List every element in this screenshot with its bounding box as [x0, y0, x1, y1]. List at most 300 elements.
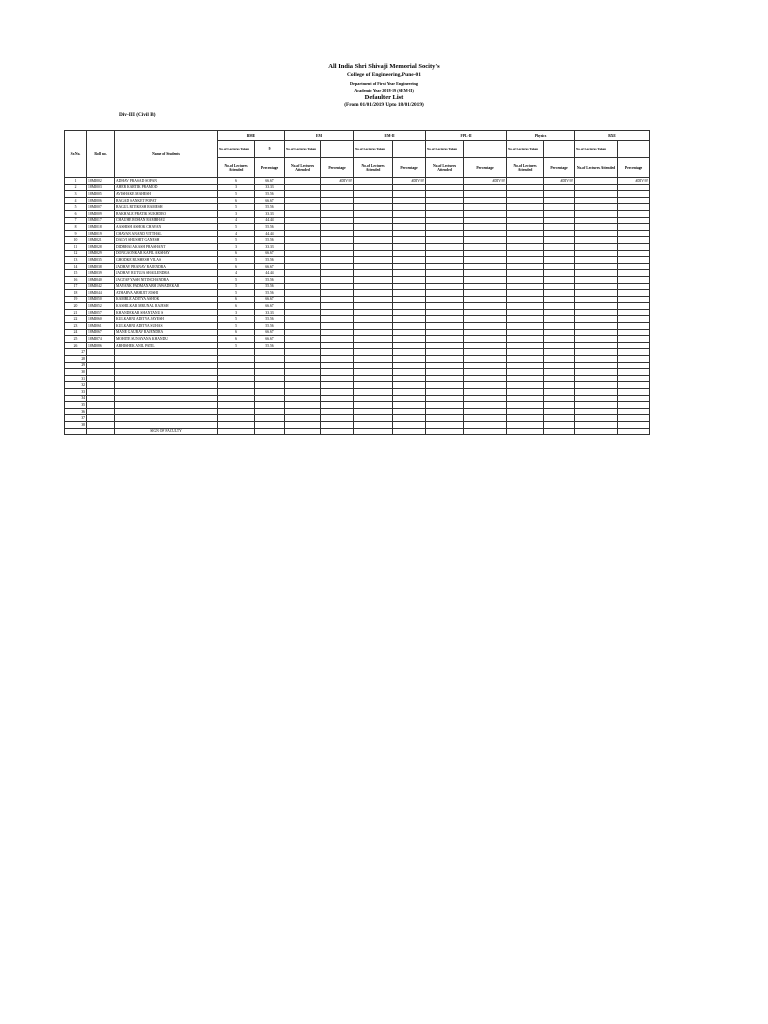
faculty-sign-cell: [218, 428, 255, 434]
attended-cell: [575, 191, 618, 198]
table-row: [65, 257, 650, 264]
empty-cell: [255, 356, 285, 363]
empty-cell: [507, 415, 544, 422]
empty-cell: [618, 415, 650, 422]
empty-cell: [321, 375, 354, 382]
empty-cell: [464, 349, 507, 356]
percentage-cell: [393, 197, 426, 204]
roll-cell: 18MI005: [87, 191, 115, 198]
empty-cell: [321, 395, 354, 402]
attended-cell: [575, 336, 618, 343]
attended-cell: [575, 290, 618, 297]
empty-cell: [464, 415, 507, 422]
percentage-cell: [393, 237, 426, 244]
faculty-sign-cell: [507, 428, 544, 434]
bme-percentage-cell: 66.67: [255, 178, 285, 185]
attended-cell: [285, 257, 321, 264]
empty-cell: [507, 402, 544, 409]
empty-cell: [393, 375, 426, 382]
percentage-cell: [618, 283, 650, 290]
department-name: Department of First Year Engineering: [350, 81, 418, 86]
empty-cell: [426, 356, 464, 363]
attended-cell: [426, 329, 464, 336]
attended-cell: [354, 197, 393, 204]
empty-cell: [255, 369, 285, 376]
attended-cell: [354, 270, 393, 277]
attended-cell: [354, 243, 393, 250]
empty-cell: [426, 421, 464, 428]
percentage-cell: [464, 290, 507, 297]
empty-cell: [115, 375, 218, 382]
attended-cell: [507, 329, 544, 336]
attended-cell: [575, 263, 618, 270]
empty-cell: [321, 421, 354, 428]
serial-cell: 35: [65, 402, 87, 409]
percentage-cell: [618, 237, 650, 244]
empty-cell: [255, 382, 285, 389]
percentage-cell: [321, 263, 354, 270]
roll-cell: 18MI057: [87, 309, 115, 316]
empty-cell: [464, 375, 507, 382]
empty-cell: [255, 415, 285, 422]
percentage-cell: [321, 250, 354, 257]
empty-cell: [354, 382, 393, 389]
empty-cell: [285, 415, 321, 422]
percentage-cell: [393, 230, 426, 237]
empty-cell: [464, 389, 507, 396]
table-row: [65, 309, 650, 316]
roll-cell: 18MI042: [87, 283, 115, 290]
percentage-cell: [544, 263, 575, 270]
table-row: [65, 303, 650, 310]
lectures-taken-label: No.of Lectures Taken: [285, 141, 321, 158]
empty-cell: [115, 408, 218, 415]
attended-cell: [507, 283, 544, 290]
empty-cell: [544, 356, 575, 363]
empty-cell: [87, 356, 115, 363]
table-row: [65, 316, 650, 323]
bme-percentage-cell: 44.44: [255, 270, 285, 277]
empty-cell: [218, 375, 255, 382]
serial-cell: 19: [65, 296, 87, 303]
percentage-cell: [618, 270, 650, 277]
empty-cell: [285, 382, 321, 389]
percentage-cell: [544, 257, 575, 264]
table-row: [65, 296, 650, 303]
empty-cell: [115, 349, 218, 356]
empty-cell: [321, 382, 354, 389]
serial-cell: 13: [65, 257, 87, 264]
serial-cell: 17: [65, 283, 87, 290]
empty-cell: [115, 382, 218, 389]
bme-percentage-cell: 66.67: [255, 303, 285, 310]
empty-cell: [285, 375, 321, 382]
percentage-cell: [393, 184, 426, 191]
attended-cell: [426, 257, 464, 264]
percentage-cell: [544, 237, 575, 244]
percentage-cell: [544, 323, 575, 330]
roll-cell: 18MI003: [87, 184, 115, 191]
empty-cell: [285, 421, 321, 428]
empty-cell: [544, 362, 575, 369]
bme-percentage-cell: 55.56: [255, 237, 285, 244]
empty-cell: [618, 382, 650, 389]
empty-cell: [507, 395, 544, 402]
lectures-taken-label: No.of Lectures Taken: [575, 141, 618, 158]
percentage-label: Percentage: [544, 158, 575, 178]
percentage-cell: [618, 257, 650, 264]
attended-cell: [575, 178, 618, 185]
empty-cell: [321, 408, 354, 415]
empty-cell: [354, 389, 393, 396]
percentage-cell: [393, 257, 426, 264]
attended-cell: [575, 237, 618, 244]
attended-cell: [285, 303, 321, 310]
bme-attended-cell: 6: [218, 336, 255, 343]
percentage-cell: [393, 224, 426, 231]
percentage-cell: [464, 336, 507, 343]
faculty-sign-label: SIGN OF FACULTY: [115, 428, 218, 434]
empty-cell: [426, 362, 464, 369]
empty-cell: [218, 402, 255, 409]
empty-cell: [464, 395, 507, 402]
attended-cell: [575, 197, 618, 204]
empty-cell: [255, 389, 285, 396]
empty-cell: [87, 349, 115, 356]
empty-cell: [354, 395, 393, 402]
attended-cell: [426, 270, 464, 277]
bme-attended-cell: 5: [218, 316, 255, 323]
empty-cell: [87, 428, 115, 434]
percentage-cell: [618, 184, 650, 191]
percentage-cell: [618, 204, 650, 211]
attended-cell: [285, 296, 321, 303]
attended-cell: [354, 296, 393, 303]
attended-cell: [426, 283, 464, 290]
roll-cell: 18MI021: [87, 237, 115, 244]
bme-attended-cell: 3: [218, 184, 255, 191]
table-row: [65, 389, 650, 396]
bme-percentage-cell: 66.67: [255, 197, 285, 204]
empty-cell: [464, 382, 507, 389]
serial-cell: 9: [65, 230, 87, 237]
empty-cell: [285, 369, 321, 376]
student-name-cell: KULKARNI ADITYA SUHAS: [115, 323, 218, 330]
subject-header-bxe: BXE: [575, 131, 650, 141]
serial-cell: 12: [65, 250, 87, 257]
bme-attended-cell: 5: [218, 276, 255, 283]
empty-cell: [321, 389, 354, 396]
empty-cell: [354, 356, 393, 363]
empty-cell: [426, 349, 464, 356]
empty-cell: [321, 362, 354, 369]
attended-cell: [426, 178, 464, 185]
lectures-taken-label: No.of Lectures Taken: [507, 141, 544, 158]
empty-cell: [575, 421, 618, 428]
table-row: [65, 395, 650, 402]
bme-percentage-cell: 33.33: [255, 309, 285, 316]
empty-cell: [575, 389, 618, 396]
empty-cell: [464, 356, 507, 363]
roll-cell: 18MI040: [87, 276, 115, 283]
table-row: [65, 178, 650, 185]
empty-cell: [354, 369, 393, 376]
bme-percentage-cell: 55.56: [255, 283, 285, 290]
empty-cell: [255, 408, 285, 415]
percentage-cell: [321, 303, 354, 310]
serial-cell: 33: [65, 389, 87, 396]
attended-cell: [426, 210, 464, 217]
header-name: Name of Students: [115, 131, 218, 178]
attended-cell: [354, 290, 393, 297]
empty-cell: [464, 421, 507, 428]
attended-cell: [285, 243, 321, 250]
percentage-cell: [464, 191, 507, 198]
empty-cell: [218, 415, 255, 422]
faculty-sign-cell: [575, 428, 618, 434]
empty-cell: [544, 369, 575, 376]
lectures-taken-value: [544, 141, 575, 158]
student-name-cell: DALVI SHUSHIT GANESH: [115, 237, 218, 244]
bme-attended-cell: 5: [218, 224, 255, 231]
empty-cell: [115, 362, 218, 369]
roll-cell: 18MI019: [87, 230, 115, 237]
attended-cell: [285, 224, 321, 231]
attended-cell: [354, 217, 393, 224]
bme-percentage-cell: 55.56: [255, 290, 285, 297]
attended-cell: [575, 303, 618, 310]
empty-cell: [87, 415, 115, 422]
empty-cell: [218, 369, 255, 376]
student-name-cell: BAKHALE PRATIK SUKHDEO: [115, 210, 218, 217]
roll-cell: 18MI050: [87, 296, 115, 303]
empty-cell: [426, 402, 464, 409]
percentage-cell: [464, 309, 507, 316]
faculty-sign-cell: [618, 428, 650, 434]
roll-cell: 18MI061: [87, 323, 115, 330]
bme-attended-cell: 4: [218, 270, 255, 277]
serial-cell: 21: [65, 309, 87, 316]
attended-cell: [285, 210, 321, 217]
percentage-cell: [321, 309, 354, 316]
percentage-cell: [393, 296, 426, 303]
lectures-attended-label: No.of Lectures Attended: [354, 158, 393, 178]
lectures-attended-label: No.of Lectures Attended: [218, 158, 255, 178]
percentage-cell: [544, 309, 575, 316]
attended-cell: [285, 217, 321, 224]
division-label: Div-III (Civil B): [119, 112, 156, 118]
empty-cell: [393, 382, 426, 389]
attended-cell: [285, 316, 321, 323]
percentage-cell: [544, 243, 575, 250]
empty-cell: [426, 389, 464, 396]
bme-attended-cell: 6: [218, 303, 255, 310]
percentage-cell: [393, 191, 426, 198]
empty-cell: [87, 408, 115, 415]
percentage-cell: [321, 336, 354, 343]
subject-header-bme: BME: [218, 131, 285, 141]
lectures-attended-label: No.of Lectures Attended: [426, 158, 464, 178]
lectures-taken-label: No.of Lectures Taken: [426, 141, 464, 158]
subject-header-em2: EM-II: [354, 131, 426, 141]
empty-cell: [618, 408, 650, 415]
empty-cell: [321, 369, 354, 376]
attended-cell: [426, 303, 464, 310]
percentage-cell: [464, 243, 507, 250]
attended-cell: [285, 323, 321, 330]
bme-attended-cell: 5: [218, 290, 255, 297]
bme-percentage-cell: 66.67: [255, 250, 285, 257]
student-name-cell: CHAUHE ROHAN RAMBHAU: [115, 217, 218, 224]
empty-cell: [393, 415, 426, 422]
percentage-cell: [321, 270, 354, 277]
table-row: [65, 356, 650, 363]
attended-cell: [426, 230, 464, 237]
attended-cell: [354, 230, 393, 237]
empty-cell: [507, 362, 544, 369]
empty-cell: [285, 362, 321, 369]
empty-cell: [87, 375, 115, 382]
percentage-cell: [321, 342, 354, 349]
percentage-cell: [618, 342, 650, 349]
table-row: [65, 276, 650, 283]
empty-cell: [87, 421, 115, 428]
percentage-cell: [544, 336, 575, 343]
lectures-taken-value: [464, 141, 507, 158]
attended-cell: [354, 184, 393, 191]
percentage-cell: [544, 197, 575, 204]
percentage-label: Percentage: [464, 158, 507, 178]
serial-cell: 30: [65, 369, 87, 376]
student-name-cell: KULKARNI ADITYA JAYESH: [115, 316, 218, 323]
bme-percentage-cell: 66.67: [255, 329, 285, 336]
attended-cell: [426, 309, 464, 316]
percentage-cell: [618, 303, 650, 310]
attended-cell: [507, 230, 544, 237]
student-name-cell: BAGUL RITIKESH RAMESH: [115, 204, 218, 211]
bme-attended-cell: 6: [218, 296, 255, 303]
percentage-cell: [464, 250, 507, 257]
attended-cell: [426, 296, 464, 303]
attended-cell: [575, 329, 618, 336]
attended-cell: [507, 178, 544, 185]
attended-cell: [426, 263, 464, 270]
student-name-cell: KASHILKAR MRUNAL RAJESH: [115, 303, 218, 310]
attended-cell: [354, 283, 393, 290]
lectures-attended-label: No.of Lectures Attended: [507, 158, 544, 178]
attended-cell: [575, 257, 618, 264]
empty-cell: [544, 349, 575, 356]
percentage-cell: [544, 316, 575, 323]
percentage-cell: [464, 217, 507, 224]
bme-percentage-cell: 44.44: [255, 230, 285, 237]
percentage-cell: [544, 283, 575, 290]
attended-cell: [354, 191, 393, 198]
percentage-cell: [321, 197, 354, 204]
percentage-cell: #DIV/0!: [321, 178, 354, 185]
percentage-cell: [544, 342, 575, 349]
empty-cell: [218, 382, 255, 389]
empty-cell: [544, 382, 575, 389]
percentage-cell: [618, 197, 650, 204]
student-name-cell: KAMBLE ADITYA ASHOK: [115, 296, 218, 303]
empty-cell: [575, 349, 618, 356]
empty-cell: [575, 395, 618, 402]
percentage-cell: [618, 191, 650, 198]
attended-cell: [354, 224, 393, 231]
attended-cell: [507, 191, 544, 198]
empty-cell: [393, 421, 426, 428]
table-row: [65, 210, 650, 217]
empty-cell: [393, 369, 426, 376]
serial-cell: 11: [65, 243, 87, 250]
percentage-cell: [544, 204, 575, 211]
attended-cell: [507, 250, 544, 257]
serial-cell: 20: [65, 303, 87, 310]
empty-cell: [393, 402, 426, 409]
percentage-cell: [393, 270, 426, 277]
bme-attended-cell: 5: [218, 283, 255, 290]
percentage-cell: [618, 316, 650, 323]
faculty-sign-row: [65, 428, 650, 434]
attended-cell: [507, 237, 544, 244]
bme-percentage-cell: 55.56: [255, 316, 285, 323]
percentage-cell: [321, 230, 354, 237]
student-name-cell: MANE GAURAV RAJENDRA: [115, 329, 218, 336]
bme-attended-cell: 6: [218, 250, 255, 257]
serial-cell: 32: [65, 382, 87, 389]
attended-cell: [575, 230, 618, 237]
empty-cell: [426, 395, 464, 402]
serial-cell: 28: [65, 356, 87, 363]
percentage-cell: [618, 210, 650, 217]
roll-cell: 18MI067: [87, 329, 115, 336]
attended-cell: [354, 250, 393, 257]
attended-cell: [575, 243, 618, 250]
percentage-cell: [618, 329, 650, 336]
roll-cell: 18MI017: [87, 217, 115, 224]
student-name-cell: DONGAONKAR KAPIL AKSHAY: [115, 250, 218, 257]
college-name: College of Engineering,Pune-01: [346, 72, 422, 78]
lectures-taken-label: No.of Lectures Taken: [354, 141, 393, 158]
percentage-cell: [618, 250, 650, 257]
faculty-sign-cell: [321, 428, 354, 434]
empty-cell: [544, 415, 575, 422]
attended-cell: [354, 237, 393, 244]
attended-cell: [354, 336, 393, 343]
bme-attended-cell: 5: [218, 237, 255, 244]
empty-cell: [507, 375, 544, 382]
table-row: [65, 290, 650, 297]
empty-cell: [255, 349, 285, 356]
percentage-cell: [321, 237, 354, 244]
bme-percentage-cell: 66.67: [255, 263, 285, 270]
percentage-cell: [544, 210, 575, 217]
bme-percentage-cell: 33.33: [255, 243, 285, 250]
attended-cell: [575, 276, 618, 283]
empty-cell: [115, 402, 218, 409]
percentage-cell: [393, 303, 426, 310]
empty-cell: [393, 356, 426, 363]
student-name-cell: JAGTAP YASH NITINCHANDRA: [115, 276, 218, 283]
percentage-cell: [321, 217, 354, 224]
percentage-cell: [618, 336, 650, 343]
attended-cell: [507, 276, 544, 283]
attended-cell: [507, 243, 544, 250]
percentage-cell: [464, 276, 507, 283]
empty-cell: [285, 356, 321, 363]
attended-cell: [354, 329, 393, 336]
